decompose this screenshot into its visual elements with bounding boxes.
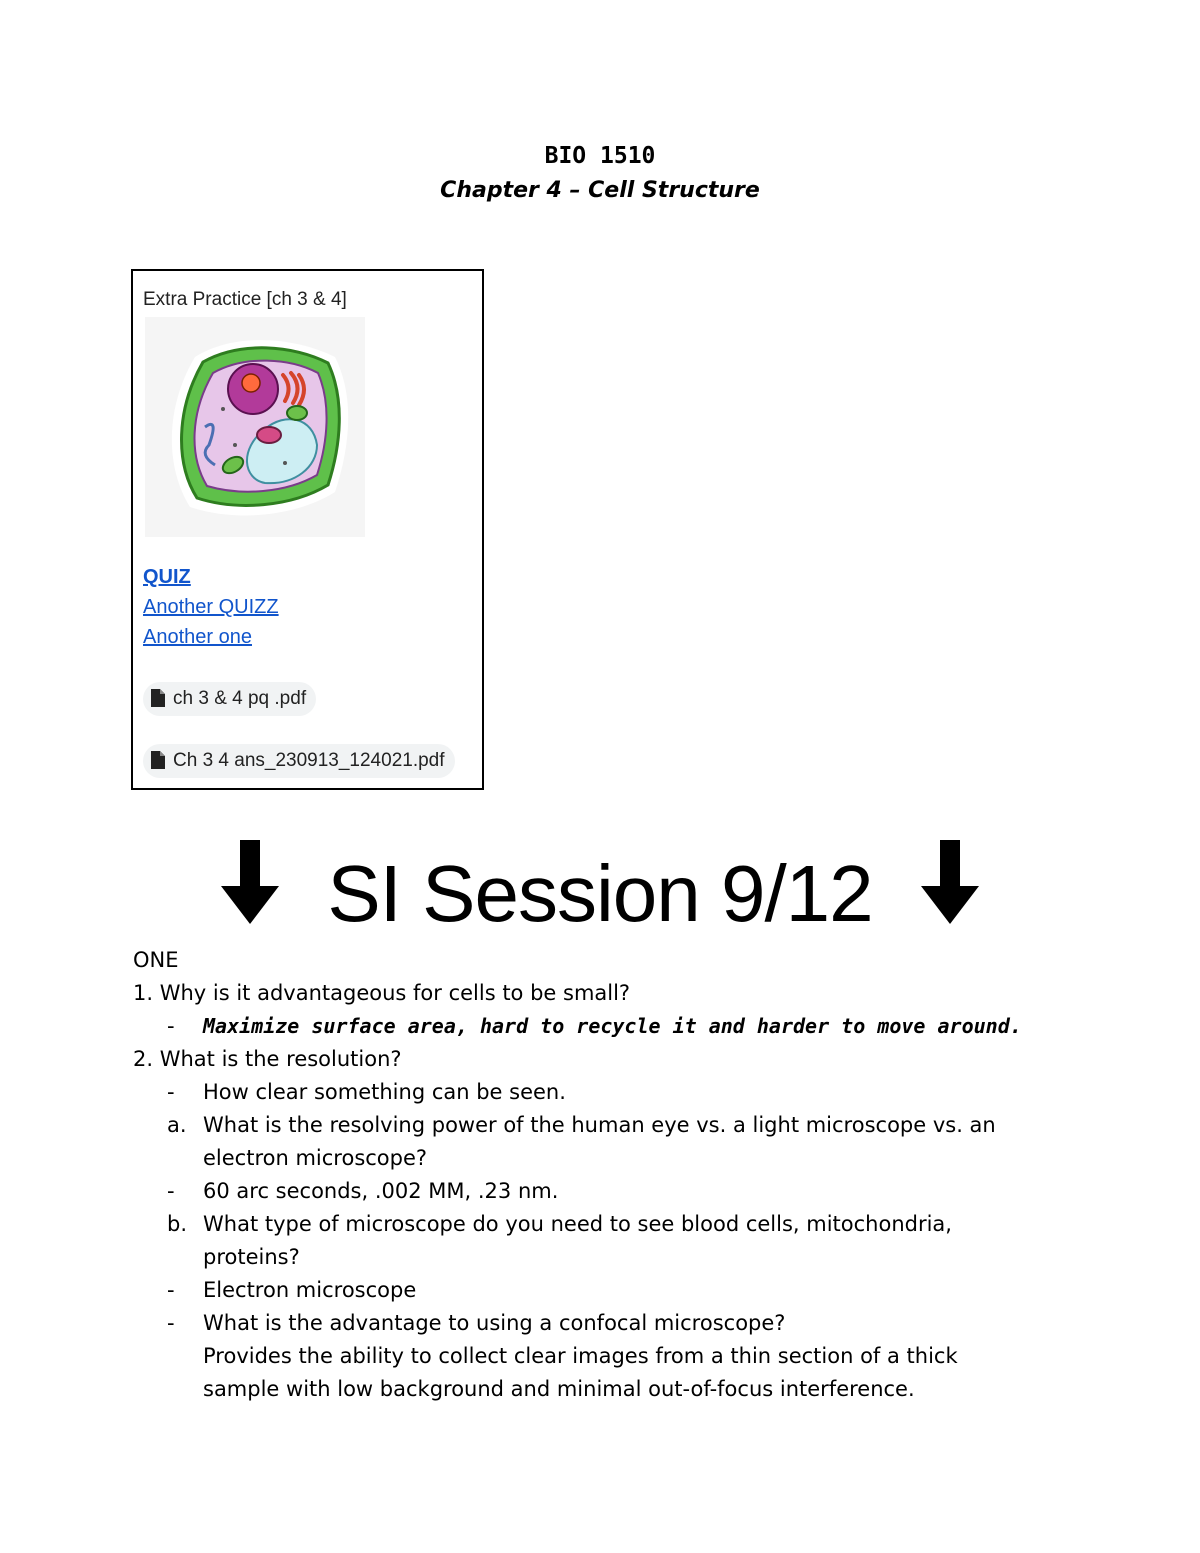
question-2: 2. What is the resolution? — [133, 1047, 402, 1071]
answer-2: How clear something can be seen. — [203, 1080, 566, 1104]
question-1: 1. Why is it advantageous for cells to be small? — [133, 981, 631, 1005]
down-arrow-icon — [921, 840, 979, 947]
file-name: Ch 3 4 ans_230913_124021.pdf — [173, 750, 445, 771]
plant-cell-illustration — [145, 317, 365, 537]
answer-2c-line1: Provides the ability to collect clear images from a thin section of a thick — [203, 1344, 958, 1368]
quiz-link[interactable]: QUIZ — [143, 566, 191, 588]
file-chip-ans[interactable] — [143, 744, 455, 778]
answer-2a: 60 arc seconds, .002 MM, .23 nm. — [203, 1179, 559, 1203]
bullet-dash: - — [167, 1080, 175, 1104]
another-one-link[interactable]: Another one — [143, 626, 252, 648]
answer-1: Maximize surface area, hard to recycle it and harder to move around. — [203, 1014, 1022, 1038]
session-title: SI Session 9/12 — [327, 848, 873, 938]
section-label: ONE — [133, 948, 179, 972]
bullet-dash: - — [167, 1311, 175, 1335]
list-marker-b: b. — [167, 1212, 188, 1236]
another-quizz-link[interactable]: Another QUIZZ — [143, 596, 279, 618]
bullet-dash: - — [167, 1179, 175, 1203]
list-marker-a: a. — [167, 1113, 187, 1137]
file-icon — [151, 689, 165, 707]
question-2b-line1: What type of microscope do you need to see blood cells, mitochondria, — [203, 1212, 952, 1236]
question-2a-line1: What is the resolving power of the human eye vs. a light microscope vs. an — [203, 1113, 996, 1137]
answer-2c-line2: sample with low background and minimal out-of-focus interference. — [203, 1377, 915, 1401]
extra-practice-title: Extra Practice [ch 3 & 4] — [143, 289, 347, 310]
chapter-title: Chapter 4 – Cell Structure — [440, 178, 760, 203]
question-2b-line2: proteins? — [203, 1245, 300, 1269]
course-title: BIO 1510 — [544, 143, 656, 169]
answer-2b: Electron microscope — [203, 1278, 417, 1302]
bullet-dash: - — [167, 1278, 175, 1302]
question-2c: What is the advantage to using a confocal microscope? — [203, 1311, 786, 1335]
extra-practice-box — [131, 269, 484, 552]
quiz-links-box — [131, 550, 484, 790]
bullet-dash: - — [167, 1014, 175, 1038]
file-icon — [151, 751, 165, 769]
down-arrow-icon — [221, 840, 279, 947]
question-2a-line2: electron microscope? — [203, 1146, 428, 1170]
file-name: ch 3 & 4 pq .pdf — [173, 688, 307, 709]
session-banner — [0, 838, 1200, 938]
file-chip-pq[interactable] — [143, 682, 316, 716]
